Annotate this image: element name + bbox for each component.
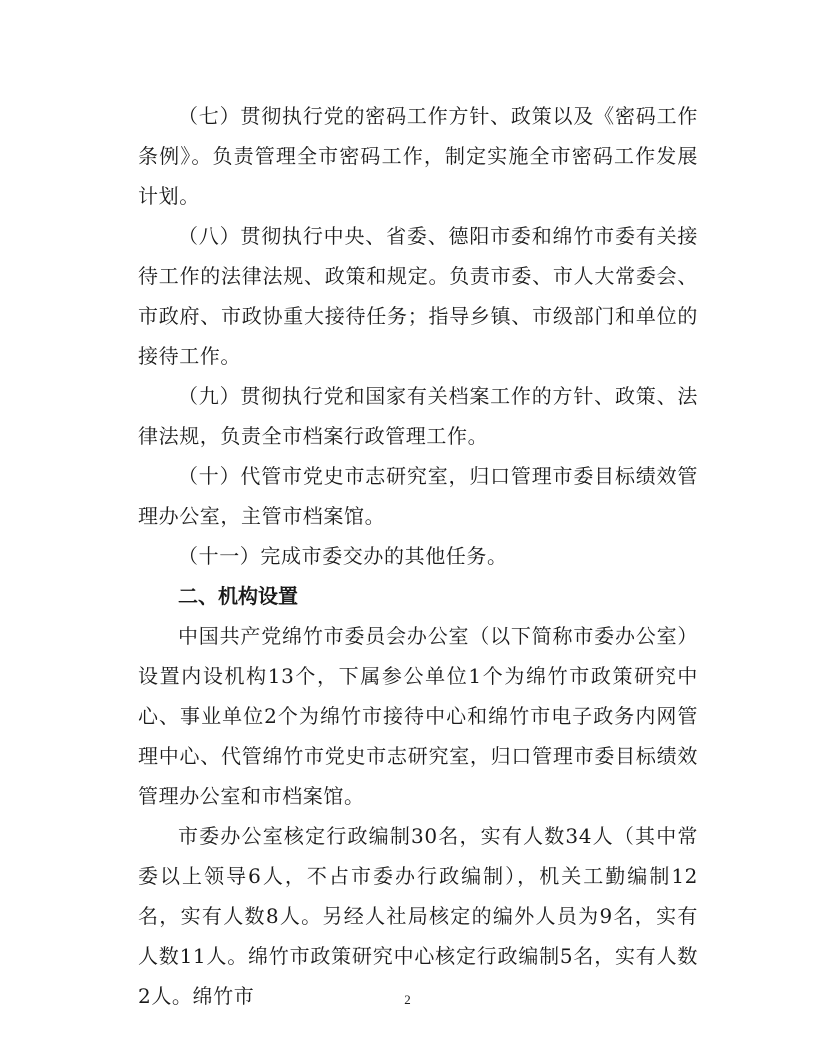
paragraph-duty-9: （九）贯彻执行党和国家有关档案工作的方针、政策、法律法规，负责全市档案行政管理工作。: [138, 384, 698, 448]
paragraph-duty-11: （十一）完成市委交办的其他任务。: [178, 544, 508, 568]
page-body: [138, 96, 698, 1016]
paragraph-structure: 中国共产党绵竹市委员会办公室（以下简称市委办公室）设置内设机构13个，下属参公单位1个为绵竹市政策研究中心、事业单位2个为绵竹市接待中心和绵竹市电子政务内网管理中心、代管绵竹市党史市志研究室，归口管理市委目标绩效管理办公室和市档案馆。: [138, 624, 698, 808]
paragraph-duty-7: （七）贯彻执行党的密码工作方针、政策以及《密码工作条例》。负责管理全市密码工作，制定实施全市密码工作发展计划。: [138, 104, 698, 208]
page-number: 2: [404, 992, 411, 1007]
paragraph-duty-8: （八）贯彻执行中央、省委、德阳市委和绵竹市委有关接待工作的法律法规、政策和规定。负责市委、市人大常委会、市政府、市政协重大接待任务；指导乡镇、市级部门和单位的接待工作。: [138, 224, 698, 368]
paragraph-staffing: 市委办公室核定行政编制30名，实有人数34人（其中常委以上领导6人，不占市委办行政编制），机关工勤编制12名，实有人数8人。另经人社局核定的编外人员为9名，实有人数11人。绵竹市政策研究中心核定行政编制5名，实有人数2人。绵竹市: [138, 824, 698, 1008]
section-heading: 二、机构设置: [178, 584, 298, 608]
paragraph-duty-10: （十）代管市党史市志研究室，归口管理市委目标绩效管理办公室，主管市档案馆。: [138, 464, 698, 528]
